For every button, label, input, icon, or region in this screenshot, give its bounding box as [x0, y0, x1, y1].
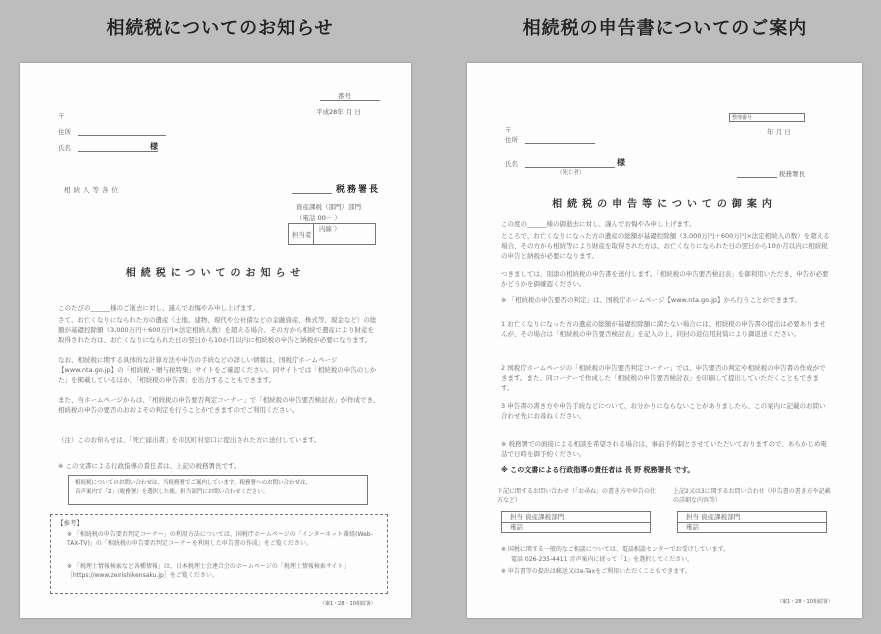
- address-label: 住所: [505, 136, 518, 144]
- footnote-1: ※ 国税に関する一般的なご相談については、電話相談センターでお受けしています。: [501, 546, 730, 553]
- para-1: この度の______様の御逝去に対し、謹んでお悔やみ申し上げます。: [501, 220, 696, 228]
- doc-title: 相続税についてのお知らせ: [125, 268, 306, 279]
- sama-label: 様: [617, 158, 625, 167]
- office-line: [292, 193, 332, 194]
- para-2: ところで、お亡くなりになった方の遺産の総額が基礎控除額（3,000万円＋600万円×法定相続人の数）を超える場合、その方から相続等により財産を取得された方は、お亡くなりになられた日の翌日から10か月以内に相続税の申告と納税が必要になります。: [501, 232, 830, 261]
- inquiry-right-label: 上記2又は3に関するお問い合わせ（申告書の書き方や記載の詳細な内容等）: [673, 488, 831, 505]
- inquiry-line-2: 音声案内で「2」（税務署）を選択した後、担当部門にお問い合わせください。: [75, 488, 269, 495]
- phone-label: （電話 00－ ）: [296, 214, 341, 222]
- recipient: 相続人等各位: [64, 186, 121, 194]
- doc-date: 年 月 日: [767, 128, 791, 136]
- contact-label: 担当者: [292, 231, 312, 239]
- reference-2: ※ 「税理士情報検索など各種情報」は、日本税理士会連合会のホームページの「税理士情報検索サイト」［https://www.zeirishikensaku.jp］をご覧ください。: [67, 563, 350, 580]
- zip-label: 〒: [505, 126, 512, 134]
- responsible-note: ※ この文書による行政指導の責任者は 長 野 税務署長 です。: [501, 466, 695, 474]
- name-line: [525, 167, 615, 168]
- doc-date: 平成28年 月 日: [316, 108, 361, 116]
- left-document: [20, 63, 411, 618]
- left-heading: 相続税についてのお知らせ: [106, 18, 334, 39]
- doc-title: 相続税の申告等についての御案内: [552, 199, 777, 210]
- contact-note: ※ この文書による行政指導の責任者は、上記の税務署長です。: [58, 462, 241, 470]
- consult-note: ※ 税務署での面接による相談を希望される場合は、事前予約制とさせていただいておりますので、あらかじめ電話で日時を御予約ください。: [501, 440, 827, 459]
- right-heading: 相続税の申告書についてのご案内: [522, 18, 808, 39]
- right-document: [467, 63, 862, 618]
- inquiry-right-table: [677, 511, 827, 533]
- inquiry-left-row-2: 電話: [510, 523, 523, 531]
- reference-box: [50, 514, 388, 594]
- inquiry-left-row-1: 担当 資産課税部門: [510, 513, 565, 521]
- para-3: つきましては、別添の相続税の申告書を送付します。「相続税の申告要否検討表」を御利用いただき、申告が必要かどうかを御確認ください。: [501, 270, 829, 289]
- name-line: [78, 151, 158, 152]
- inquiry-box: [68, 475, 368, 505]
- contact-divider: [313, 224, 314, 244]
- inquiry-left-label: 下記に関するお問い合わせ（「お尋ね」の書き方や申告の仕方など）: [497, 488, 657, 505]
- contact-value: 内線 ）: [319, 225, 341, 233]
- name-label: 氏名: [58, 144, 71, 152]
- office-line: [737, 177, 777, 178]
- name-sub: （死亡者）: [557, 170, 585, 176]
- doc-footer: （案1・28・10相続署）: [777, 599, 833, 605]
- para-4: ※ 「相続税の申告要否の判定」は、国税庁ホームページ【www.nta.go.jp】から行うことができます。: [501, 296, 801, 304]
- reference-label: 【参考】: [57, 519, 83, 527]
- item-2: 2 国税庁ホームページの「相続税の申告要否判定コーナー」では、申告要否の判定や相続税の申告書の作成ができます。また、同コーナーで作成した「相続税の申告要否検討表」を印刷して提出していただくこともできます。: [501, 364, 826, 393]
- para-1: このたびの______様のご逝去に対し、謹んでお悔やみ申し上げます。: [58, 304, 259, 312]
- doc-number-box: [729, 113, 805, 122]
- inquiry-right-row-2: 電話: [686, 523, 699, 531]
- inquiry-line-1: 相続税についてのお問い合わせは、当税務署でご案内しています。税務署へのお問い合わせは、: [75, 480, 311, 486]
- office-name: 税務署長: [779, 170, 805, 178]
- doc-number-label: 番号: [338, 92, 351, 100]
- reference-1: ※ 「相続税の申告要否判定コーナー」の利用方法については、国税庁ホームページの「インターネット番組(Web-TAX-TV)」の「相続税の申告要否判定コーナーを利用した申告書の作成」をご覧ください。: [67, 531, 373, 548]
- inquiry-right-divider: [678, 522, 826, 523]
- doc-footer: （案1・28・10相続署）: [320, 601, 376, 607]
- para-3: なお、相続税に関する具体的な計算方法や申告の手続などの詳しい情報は、国税庁ホームページ【www.nta.go.jp】の「相続税・贈与税特集」サイトをご確認ください。同サイトでは「相続税の申告のしかた」を掲載しているほか、「相続税の申告書」を出力することもできます。: [58, 356, 377, 385]
- inquiry-left-divider: [502, 522, 650, 523]
- doc-number-label: 整理番号: [732, 115, 753, 121]
- inquiry-left-table: [501, 511, 651, 533]
- contact-box: [288, 223, 376, 245]
- office-name: 税務署長: [336, 185, 381, 195]
- address-label: 住所: [58, 128, 71, 136]
- zip-label: 〒: [58, 112, 65, 120]
- address-line: [78, 135, 166, 136]
- footnote-2: 電話 026-235-4411 音声案内に従って「1」を選択してください。: [511, 556, 694, 563]
- doc-number-line: [320, 100, 380, 101]
- inquiry-right-row-1: 担当 資産課税部門: [686, 513, 741, 521]
- note-1: （注）このお知らせは、「死亡届出書」を市区町村窓口に提出された方に送付しています。: [58, 436, 321, 444]
- sama-label: 様: [150, 142, 158, 151]
- para-2: さて、お亡くなりになられた方の遺産（土地、建物、現代や公社債などの金融資産、株式等、現金など）の総額が基礎控除額（3,000万円＋600万円×法定相続人数）を超える場合、その方から相続で遺産により財産を取得された方は、お亡くなりになられた日の翌日から10か月以内に相続税の申告と納税が必要になります。: [58, 316, 377, 345]
- section-label: 資産課税（部門）部門: [296, 203, 361, 211]
- footnote-3: ※ 申告書等の提出は郵送又はe-Taxをご利用いただくこともできます。: [501, 568, 691, 575]
- address-line: [525, 143, 595, 144]
- name-label: 氏名: [505, 160, 518, 168]
- item-1: 1 お亡くなりになった方の遺産の総額が基礎控除額に満たない場合には、相続税の申告書の提出は必要ありませんが、その場合は「相続税の申告要否検討表」を記入の上、同封の返信用封筒により御返送ください。: [501, 320, 826, 339]
- item-3: 3 申告書の書き方や申告手続などについて、お分かりにならないことがありましたら、この案内に記載のお問い合わせ先にお尋ねください。: [501, 402, 826, 421]
- para-4: また、当ホームページからは、「相続税の申告要否判定コーナー」で「相続税の申告要否検討表」が作成でき、相続税の申告の要否のおおよその判定を行うことができますのでご利用ください。: [58, 396, 380, 415]
